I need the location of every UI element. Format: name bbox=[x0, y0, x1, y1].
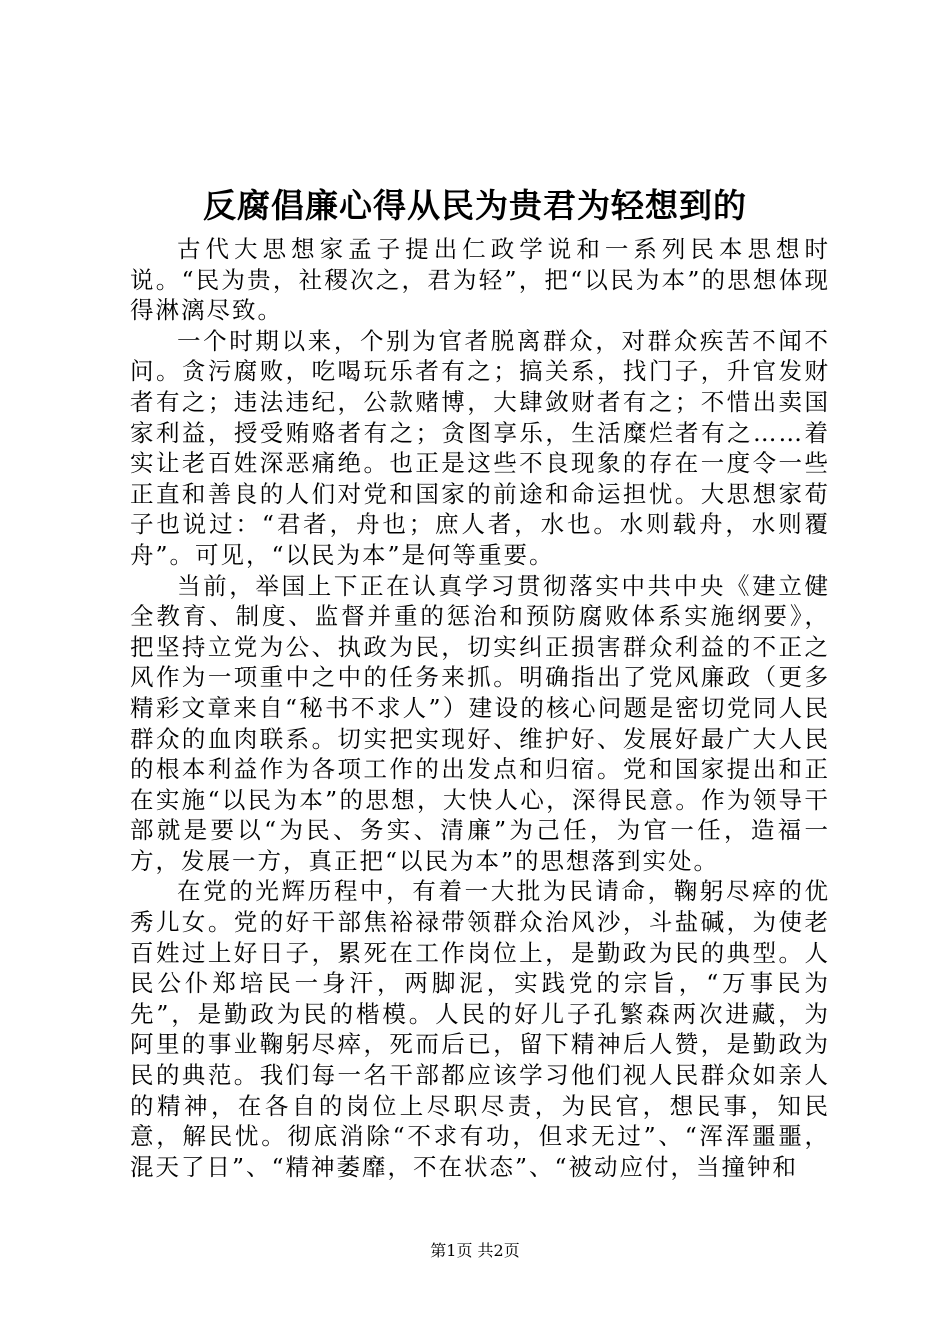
page-number-footer: 第1页 共2页 bbox=[430, 1241, 520, 1260]
paragraph-4: 在党的光辉历程中，有着一大批为民请命，鞠躬尽瘁的优秀儿女。党的好干部焦裕禄带领群众治风沙，斗盐碱，为使老百姓过上好日子，累死在工作岗位上，是勤政为民的典型。人民公仆郑培民一身汗，两脚泥，实践党的宗旨，“万事民为先”，是勤政为民的楷模。人民的好儿子孔繁森两次进藏，为阿里的事业鞠躬尽瘁，死而后已，留下精神后人赞，是勤政为民的典范。我们每一名干部都应该学习他们视人民群众如亲人的精神，在各自的岗位上尽职尽责，为民官，想民事，知民意，解民忧。彻底消除“不求有功，但求无过”、“浑浑噩噩，混天了日”、“精神萎靡，不在状态”、“被动应付，当撞钟和 bbox=[130, 877, 830, 1181]
paragraph-3: 当前，举国上下正在认真学习贯彻落实中共中央《建立健全教育、制度、监督并重的惩治和预防腐败体系实施纲要》，把坚持立党为公、执政为民，切实纠正损害群众利益的不正之风作为一项重中之中的任务来抓。明确指出了党风廉政（更多精彩文章来自“秘书不求人”）建设的核心问题是密切党同人民群众的血肉联系。切实把实现好、维护好、发展好最广大人民的根本利益作为各项工作的出发点和归宿。党和国家提出和正在实施“以民为本”的思想，大快人心，深得民意。作为领导干部就是要以“为民、务实、清廉”为己任，为官一任，造福一方，发展一方，真正把“以民为本”的思想落到实处。 bbox=[130, 571, 830, 875]
document-body bbox=[130, 234, 830, 1182]
paragraph-2: 一个时期以来，个别为官者脱离群众，对群众疾苦不闻不问。贪污腐败，吃喝玩乐者有之；搞关系，找门子，升官发财者有之；违法违纪，公款赌博，大肆敛财者有之；不惜出卖国家利益，授受贿赂者有之；贪图享乐，生活糜烂者有之……着实让老百姓深恶痛绝。也正是这些不良现象的存在一度令一些正直和善良的人们对党和国家的前途和命运担忧。大思想家荀子也说过：“君者，舟也；庶人者，水也。水则载舟，水则覆舟”。可见，“以民为本”是何等重要。 bbox=[130, 326, 830, 569]
paragraph-1: 古代大思想家孟子提出仁政学说和一系列民本思想时说。“民为贵，社稷次之，君为轻”，把“以民为本”的思想体现得淋漓尽致。 bbox=[130, 235, 830, 325]
document-title: 反腐倡廉心得从民为贵君为轻想到的 bbox=[203, 186, 747, 225]
